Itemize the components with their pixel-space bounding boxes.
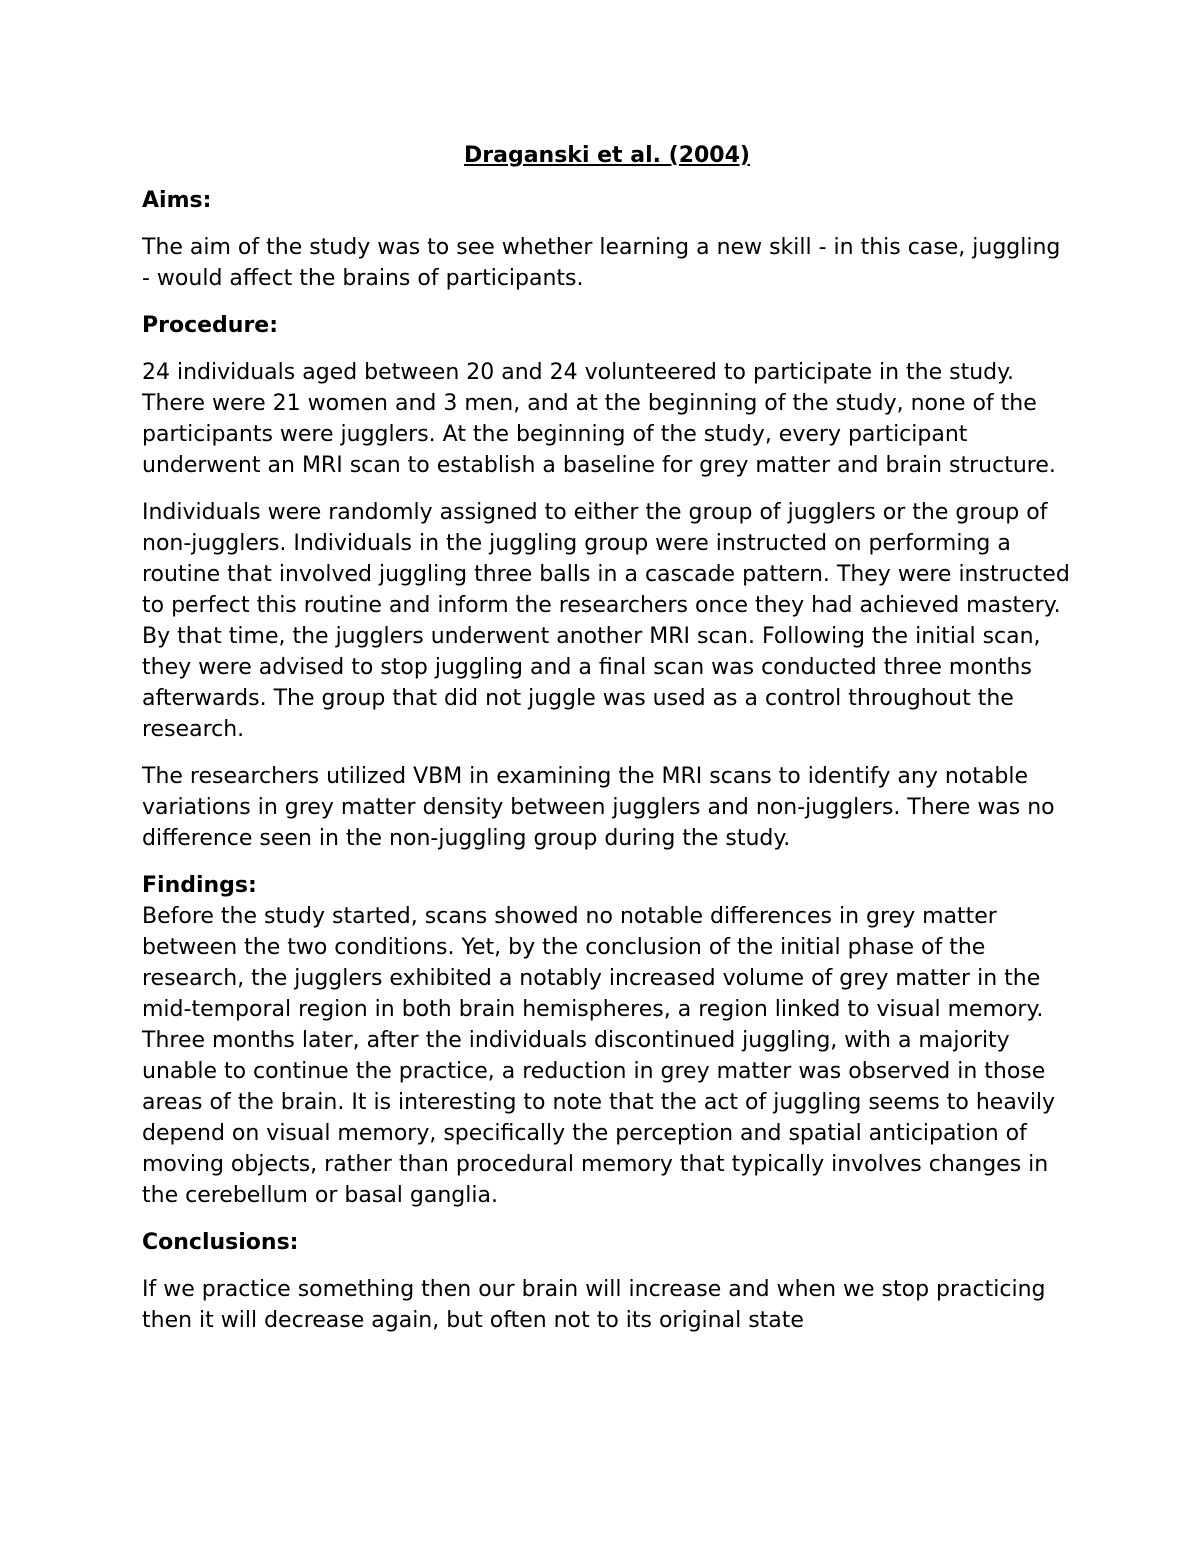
findings-heading: Findings:	[142, 873, 257, 898]
document-page	[142, 140, 1072, 1352]
findings-paragraph: Before the study started, scans showed no notable differences in grey matter between the two conditions. Yet, by the conclusion of the initial phase of the research, the jugglers exhibited a notably increased volume of grey matter in the mid-temporal region in both brain hemispheres, a region linked to visual memory. Three months later, after the individuals discontinued juggling, with a majority unable to continue the practice, a reduction in grey matter was observed in those areas of the brain. It is interesting to note that the act of juggling seems to heavily depend on visual memory, specifically the perception and spatial anticipation of moving objects, rather than procedural memory that typically involves changes in the cerebellum or basal ganglia.	[142, 904, 1056, 1208]
conclusions-heading: Conclusions:	[142, 1230, 299, 1255]
procedure-paragraph: The researchers utilized VBM in examining the MRI scans to identify any notable variations in grey matter density between jugglers and non-jugglers. There was no difference seen in the non-juggling group during the study.	[142, 764, 1055, 851]
procedure-heading: Procedure:	[142, 313, 279, 338]
aims-heading: Aims:	[142, 188, 212, 213]
procedure-paragraph: 24 individuals aged between 20 and 24 volunteered to participate in the study. There were 21 women and 3 men, and at the beginning of the study, none of the participants were jugglers. At the beginning of the study, every participant underwent an MRI scan to establish a baseline for grey matter and brain structure.	[142, 360, 1056, 478]
conclusions-paragraph: If we practice something then our brain will increase and when we stop practicing then it will decrease again, but often not to its original state	[142, 1277, 1046, 1333]
aims-paragraph: The aim of the study was to see whether learning a new skill - in this case, juggling - would affect the brains of participants.	[142, 235, 1061, 291]
document-title: Draganski et al. (2004)	[464, 143, 750, 168]
procedure-paragraph: Individuals were randomly assigned to either the group of jugglers or the group of non-jugglers. Individuals in the juggling group were instructed on performing a routine that involved juggling three balls in a cascade pattern. They were instructed to perfect this routine and inform the researchers once they had achieved mastery. By that time, the jugglers underwent another MRI scan. Following the initial scan, they were advised to stop juggling and a final scan was conducted three months afterwards. The group that did not juggle was used as a control throughout the research.	[142, 500, 1070, 742]
